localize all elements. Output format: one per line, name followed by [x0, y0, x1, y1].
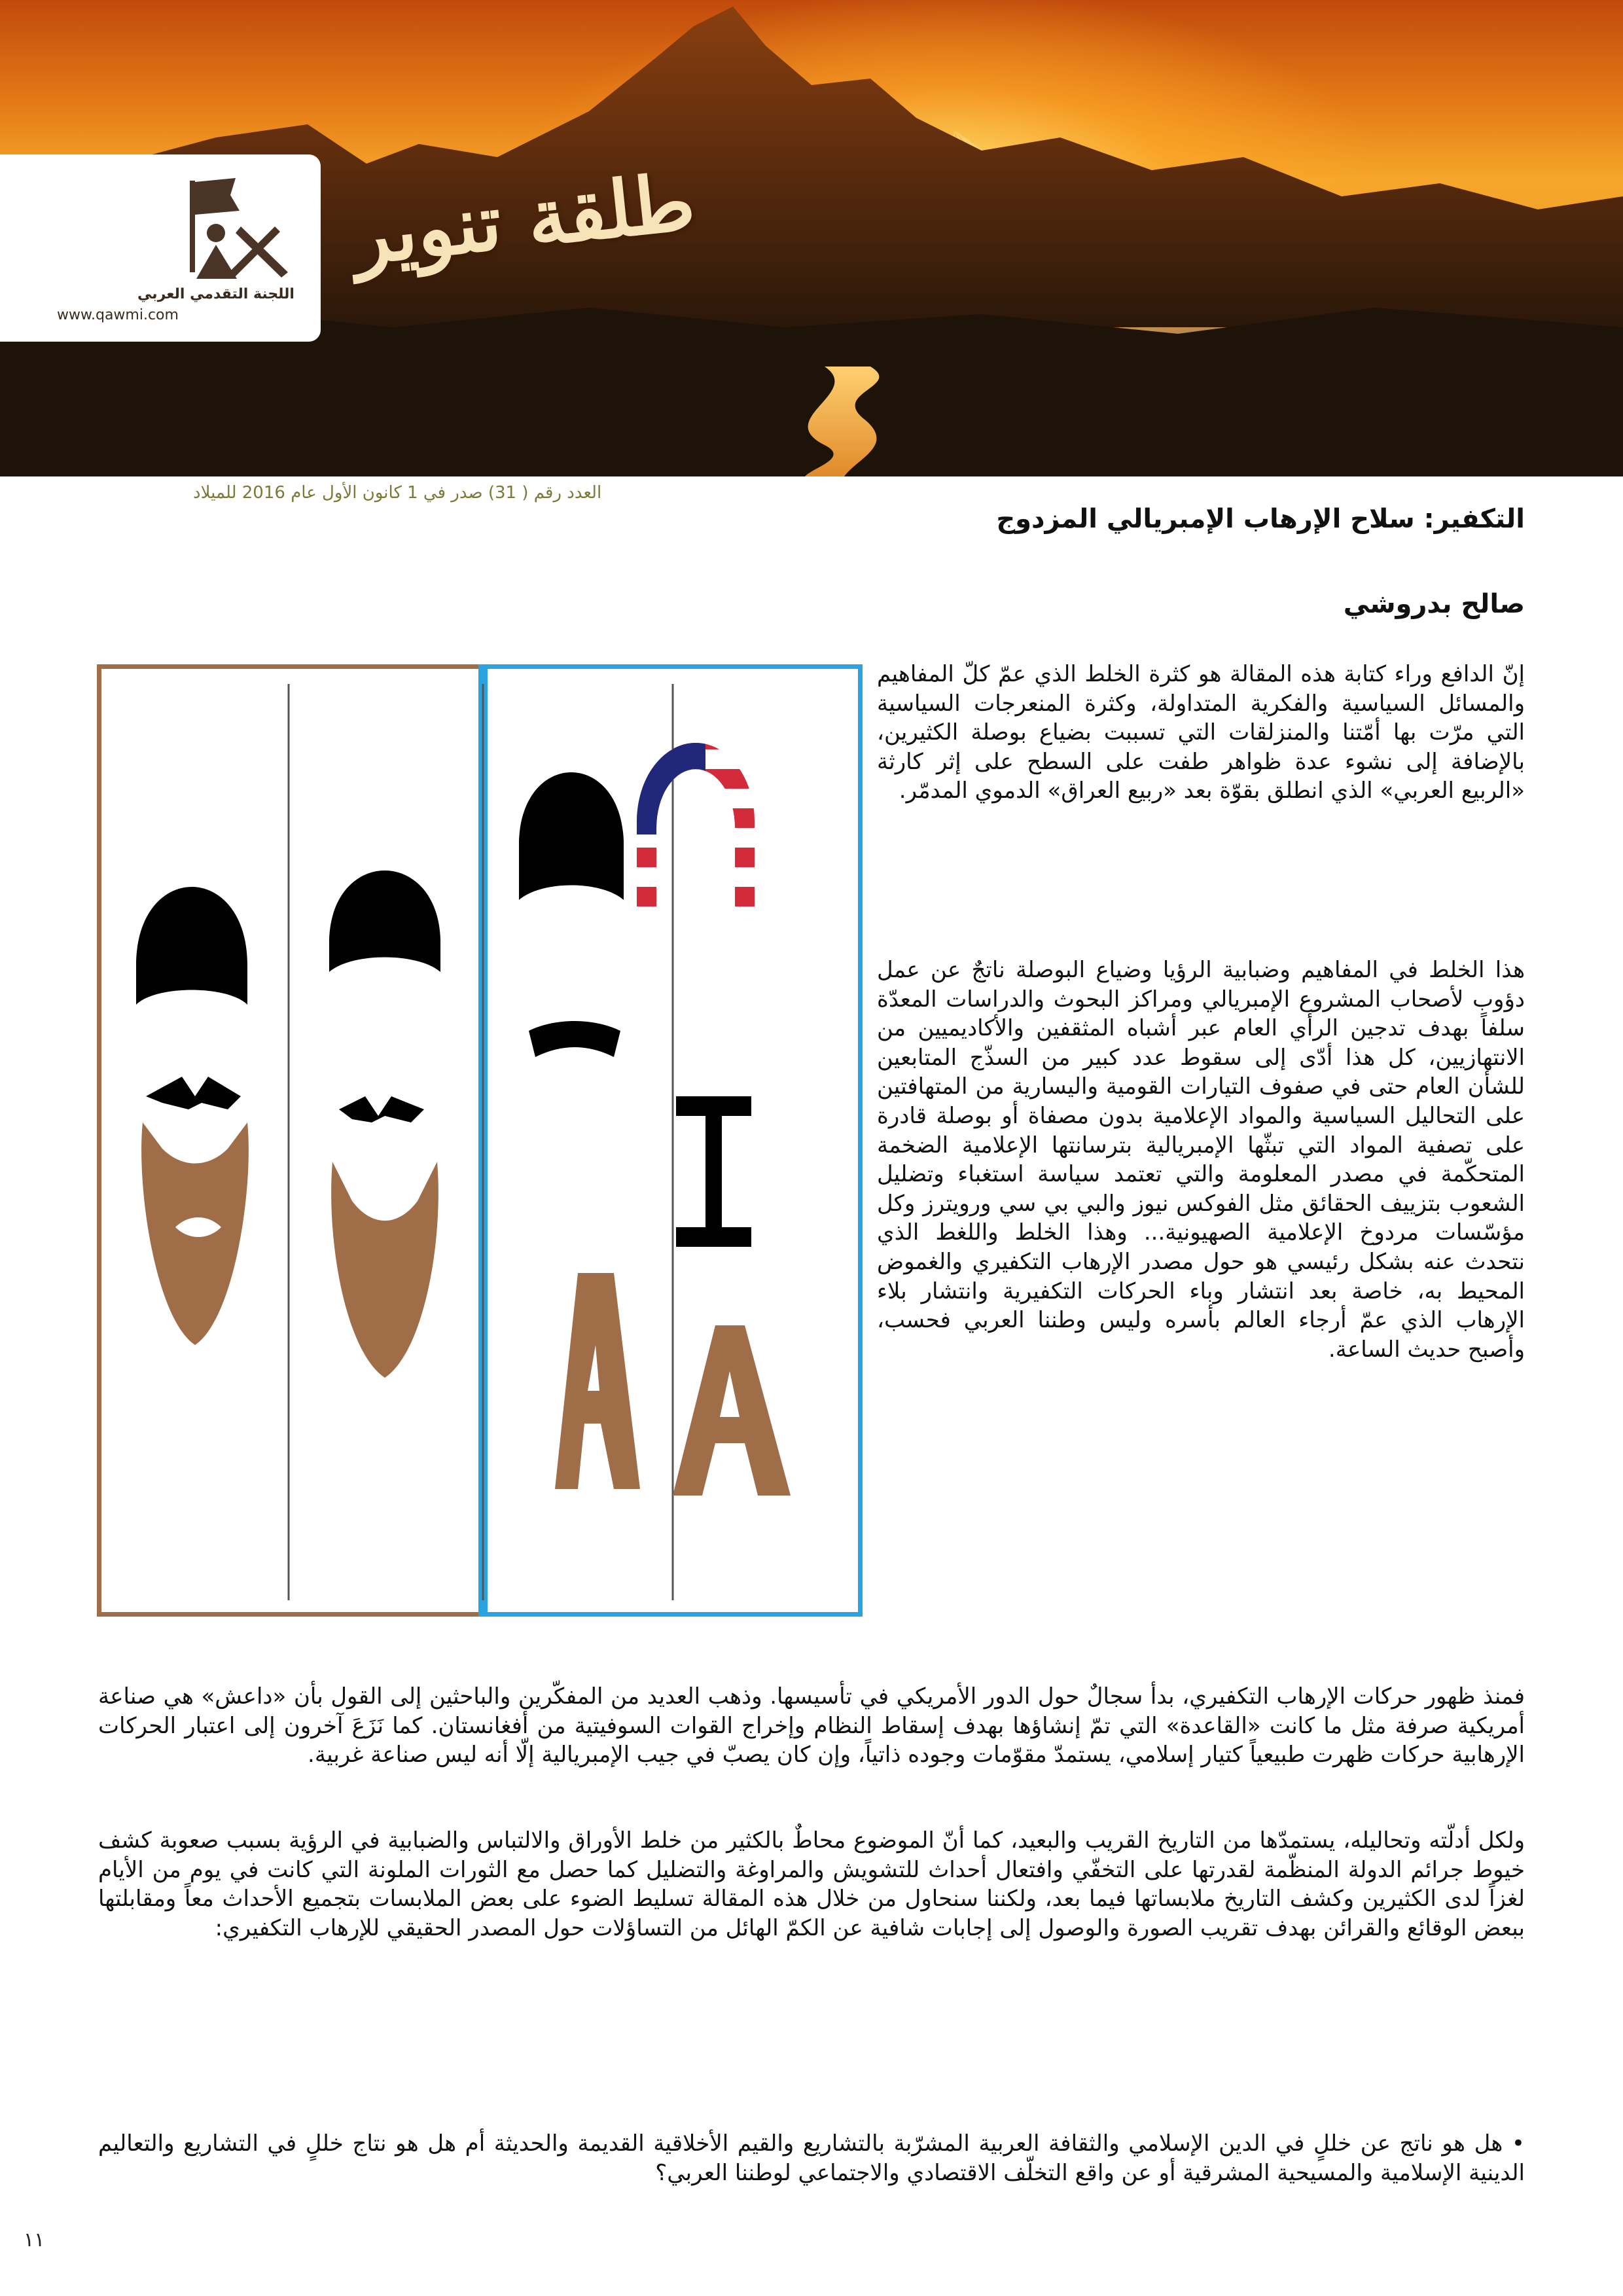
logo-card	[0, 154, 321, 342]
cia-caricature-figure	[97, 664, 863, 1617]
logo-organization: اللجنة التقدمي العربي	[137, 286, 294, 302]
body-paragraph-1: فمنذ ظهور حركات الإرهاب التكفيري، بدأ سجالٌ حول الدور الأمريكي في تأسيسها. وذهب العديد من المفكّرين والباحثين إلى القول بأن «داعش» هي صناعة أمريكية صرفة مثل ما كانت «القاعدة» التي تمّ إنشاؤها بهدف إسقاط النظام وإخراج القوات السوفيتية من أفغانستان. كما نَزَعَ آخرون إلى اعتبار الحركات الإرهابية حركات ظهرت طبيعياً كتيار إسلامي، يستمدّ مقوّمات وجوده ذاتياً، وإن كان يصبّ في جيب الإمبريالية إلّا أنه ليس صناعة غربية.	[98, 1683, 1525, 1768]
masthead-title: طلقة تنوير	[348, 155, 700, 283]
logo-emblem-icon	[0, 154, 321, 342]
header-banner	[0, 0, 1623, 476]
intro-paragraph-1: إنّ الدافع وراء كتابة هذه المقالة هو كثرة الخلط الذي عمّ كلّ المفاهيم والمسائل السياسية والفكرية المتداولة، وكثرة المنعرجات السياسية التي مرّت بها أمّتنا والمنزلقات التي تسببت بضياع بوصلة الكثيرين، بالإضافة إلى نشوء عدة ظواهر طفت على السطح على إثر كارثة «الربيع العربي» الذي انطلق بقوّة بعد «ربيع العراق» الدموي المدمّر.	[877, 661, 1525, 804]
body-paragraph-2: ولكل أدلّته وتحاليله، يستمدّها من التاريخ القريب والبعيد، كما أنّ الموضوع محاطٌ بالكثير من خلط الأوراق والالتباس والضبابية في الرؤية بسبب صعوبة كشف خيوط جرائم الدولة المنظّمة لقدرتها على التخفّي وافتعال أحداث للتشويش والمراوغة والتضليل كما حصل مع الثورات الملونة التي كانت في يوم من الأيام لغزاً لدى الكثيرين وكشف التاريخ ملابساتها فيما بعد، ولكننا سنحاول من خلال هذه المقالة تسليط الضوء على بعض الملابسات بتجميع الأحداث معاً ومقابلتها ببعض الوقائع والقرائن بهدف تقريب الصورة والوصول إلى إجابات شافية عن الكمّ الهائل من التساؤلات حول المصدر الحقيقي للإرهاب التكفيري:	[98, 1827, 1525, 1941]
logo-website: www.qawmi.com	[57, 307, 179, 323]
turban-3	[519, 772, 624, 900]
issue-line: العدد رقم ( 31) صدر في 1 كانون الأول عام 2016 للميلاد	[193, 483, 602, 503]
page-number: ١١	[24, 2229, 45, 2251]
body-paragraph-3: • هل هو ناتج عن خللٍ في الدين الإسلامي والثقافة العربية المشرّبة بالتشاريع والقيم الأخلاقية القديمة والحديثة أم هل هو نتاج خللٍ في التشاريع والتعاليم الدينية الإسلامية والمسيحية المشرقية أو عن واقع التخلّف الاقتصادي والاجتماعي لوطننا العربي؟	[98, 2130, 1525, 2186]
article-author: صالح بدروشي	[1343, 589, 1525, 619]
intro-paragraph-2: هذا الخلط في المفاهيم وضبابية الرؤيا وضياع البوصلة ناتجٌ عن عمل دؤوب لأصحاب المشروع الإمبريالي ومراكز البحوث والدراسات المعدّة سلفاً بهدف تدجين الرأي العام عبر أشباه المثقفين والأكاديميين من الانتهازيين، كل هذا أدّى إلى سقوط عدد كبير من السذّج المتابعين للشأن العام حتى في صفوف التيارات القومية واليسارية من المتهافتين على التحاليل السياسية والمواد الإعلامية بدون مصفاة أو بوصلة قادرة على تصفية المواد التي تبثّها الإمبريالية بترسانتها الإعلامية الضخمة المتحكّمة في مصدر المعلومة والتي تعتمد سياسة استغباء وتضليل الشعوب بتزييف الحقائق مثل الفوكس نيوز والبي بي سي ورويترز وكل مؤسّسات مردوخ الإعلامية الصهيونية... وهذا الخلط واللغط الذي نتحدث عنه بشكل رئيسي هو حول مصدر الإرهاب التكفيري والغموض المحيط به، خاصة بعد انتشار وباء الحركات التكفيرية وانتشار بلاء الإرهاب الذي عمّ أرجاء العالم بأسره وليس وطننا العربي فحسب، وأصبح حديث الساعة.	[877, 957, 1525, 1363]
article-title: التكفير: سلاح الإرهاب الإمبريالي المزدوج	[996, 504, 1525, 534]
